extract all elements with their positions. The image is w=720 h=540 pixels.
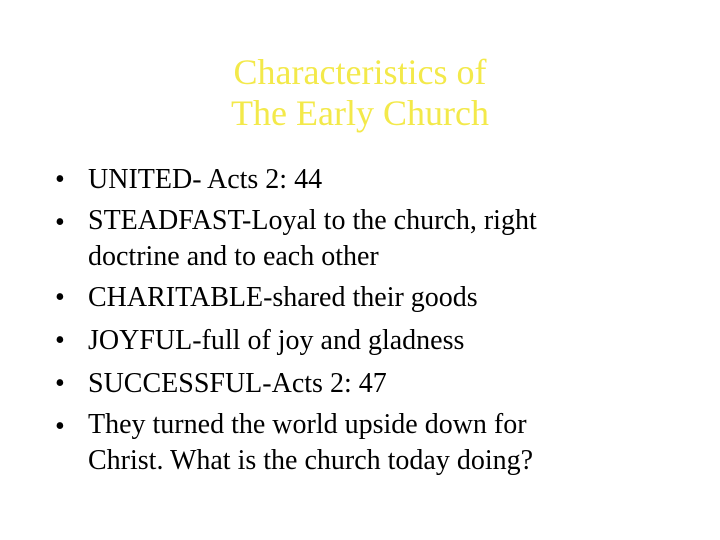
bullet-dot-icon: • xyxy=(55,164,65,195)
bullet-text: SUCCESSFUL-Acts 2: 47 xyxy=(88,368,387,399)
bullet-text: JOYFUL-full of joy and gladness xyxy=(88,325,465,356)
bullet-dot-icon: • xyxy=(55,282,65,313)
bullet-item-successful xyxy=(55,364,695,404)
slide-title-line-2: The Early Church xyxy=(231,93,489,133)
bullet-text: They turned the world upside down for xyxy=(88,409,527,440)
bullet-text: CHARITABLE-shared their goods xyxy=(88,282,478,313)
bullet-item-joyful xyxy=(55,321,695,361)
bullet-dot-icon: • xyxy=(55,325,65,356)
bullet-item-steadfast xyxy=(55,203,695,275)
slide-title-line-1: Characteristics of xyxy=(233,52,487,92)
bullet-dot-icon: • xyxy=(55,207,65,238)
bullet-text: UNITED- Acts 2: 44 xyxy=(88,164,323,195)
bullet-dot-icon: • xyxy=(55,368,65,399)
slide-title xyxy=(160,52,560,134)
bullet-item-united xyxy=(55,160,695,200)
bullet-list xyxy=(55,160,695,482)
bullet-text-continued: doctrine and to each other xyxy=(88,241,379,272)
bullet-item-charitable xyxy=(55,278,695,318)
bullet-dot-icon: • xyxy=(55,411,65,442)
bullet-item-upside-down xyxy=(55,407,695,479)
bullet-text-continued: Christ. What is the church today doing? xyxy=(88,445,534,476)
bullet-text: STEADFAST-Loyal to the church, right xyxy=(88,205,537,236)
